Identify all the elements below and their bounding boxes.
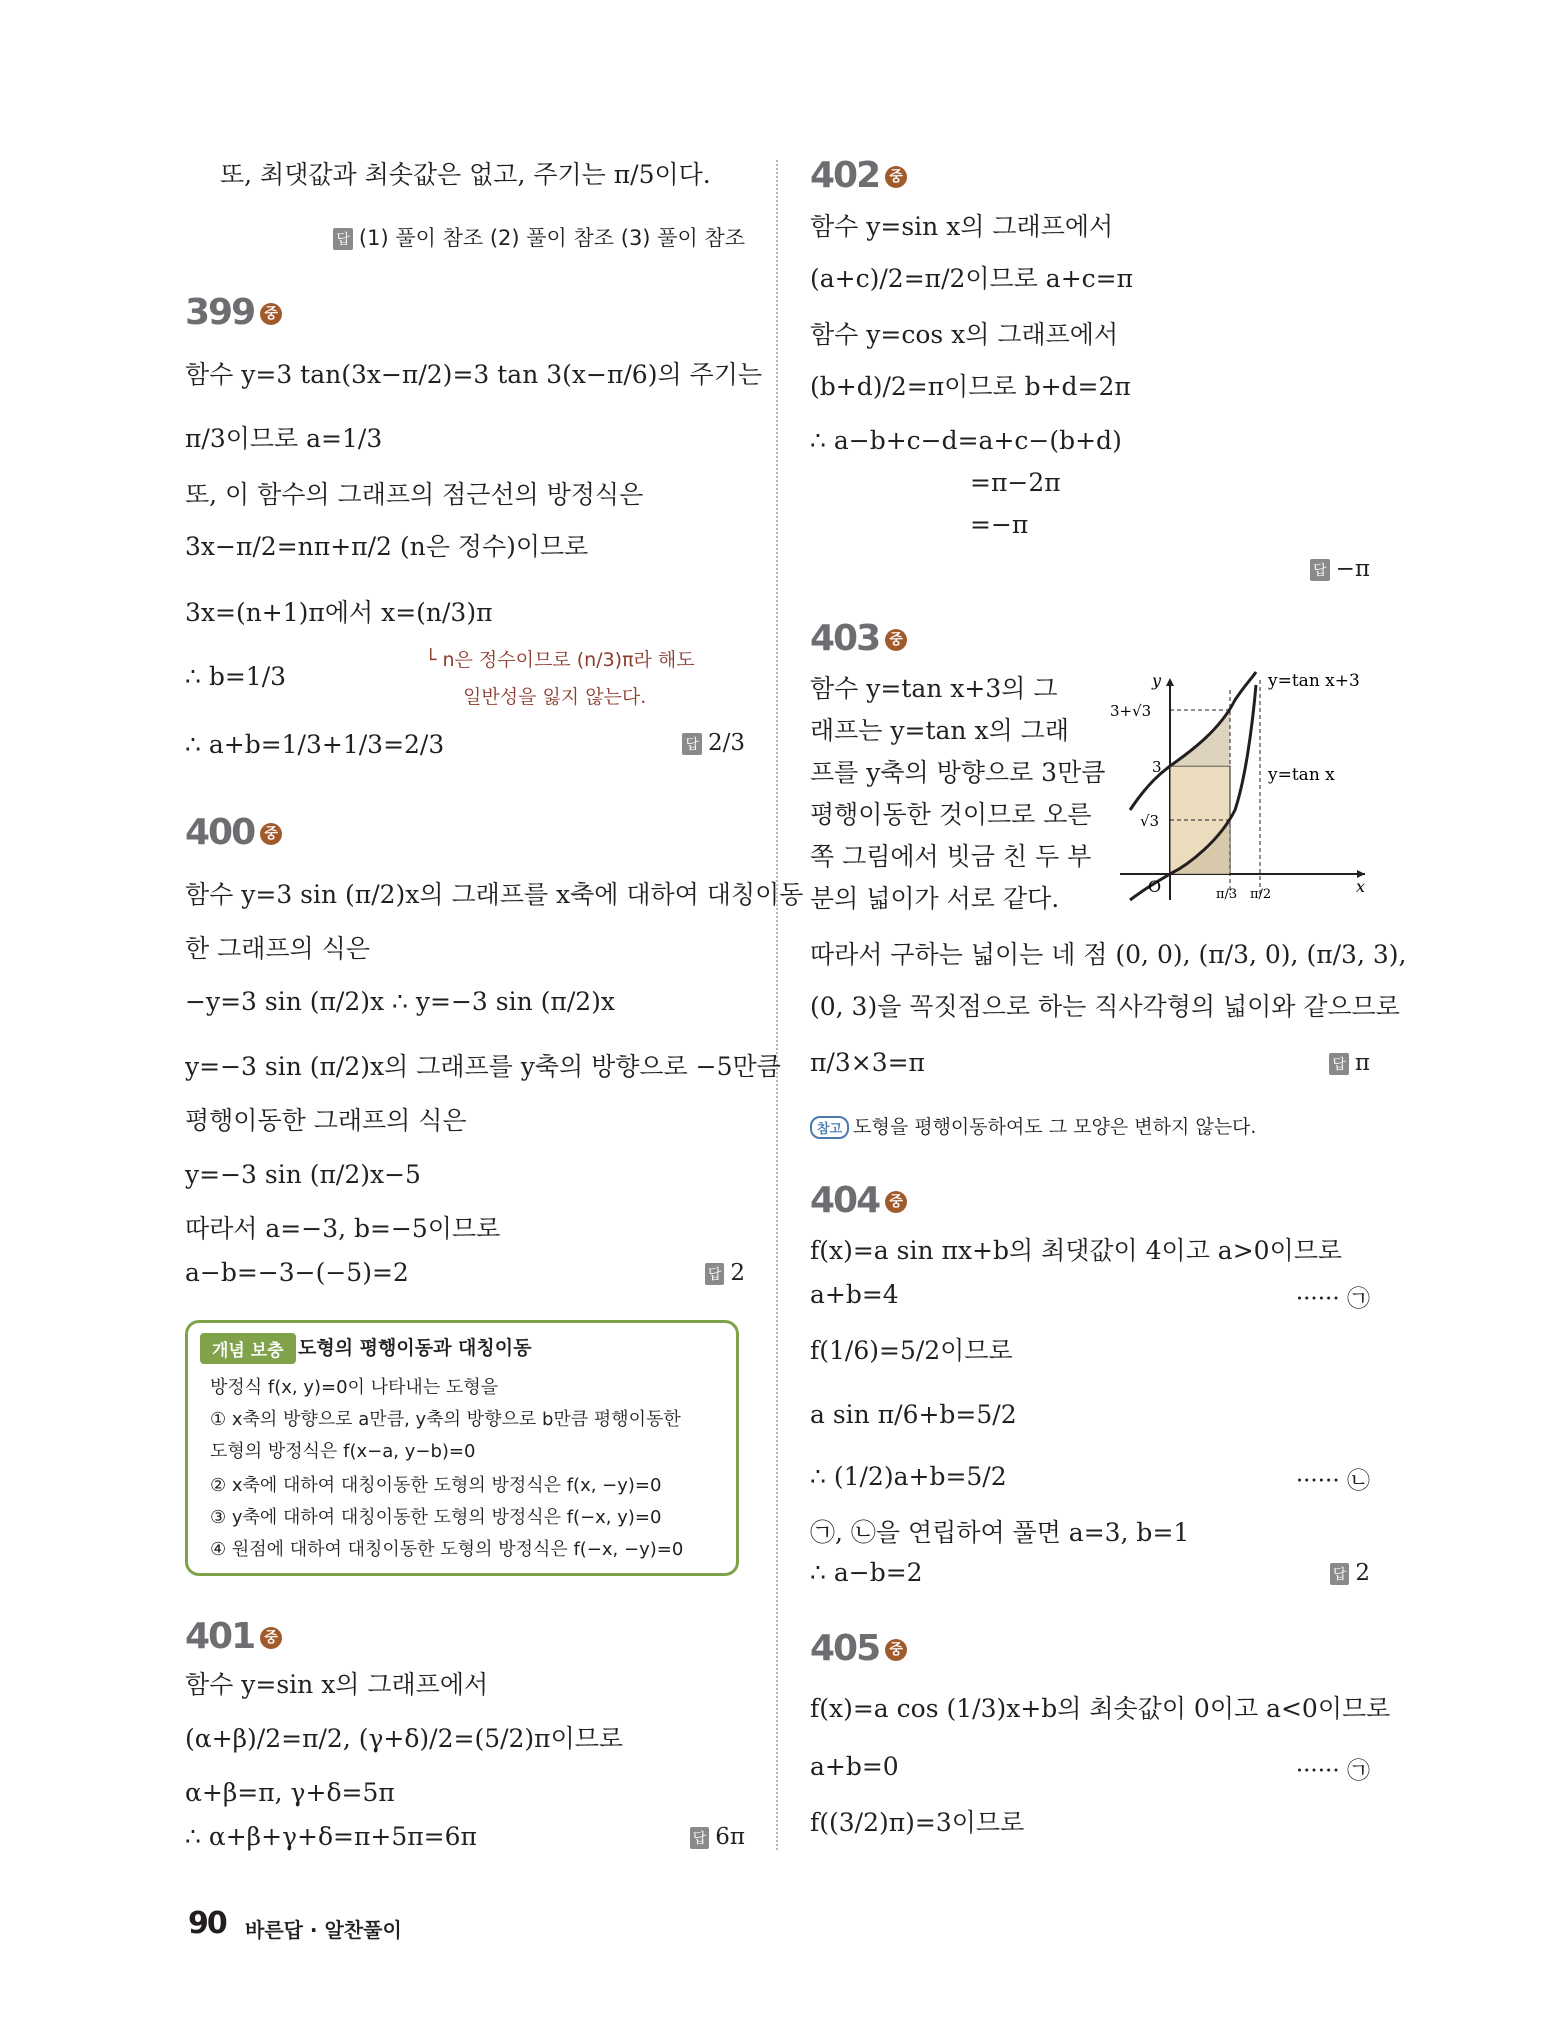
intro-answer-text: (1) 풀이 참조 (2) 풀이 참조 (3) 풀이 참조 (358, 226, 745, 250)
footer-title: 바른답 · 알찬풀이 (245, 1918, 402, 1942)
p404-mark-2: ······ ㉡ (1295, 1468, 1370, 1494)
p403-answer (1329, 1050, 1370, 1076)
problem-number-405: 405 중 (810, 1628, 907, 1669)
p403-line-5: 쪽 그림에서 빗금 친 두 부 (810, 842, 1092, 871)
p402-line-7: =−π (970, 510, 1029, 539)
p400-line-3: −y=3 sin (π/2)x ∴ y=−3 sin (π/2)x (185, 987, 616, 1016)
p403-line-6: 분의 넓이가 서로 같다. (810, 884, 1060, 913)
p404-line-7: ∴ a−b=2 (810, 1558, 923, 1587)
p400-line-1: 함수 y=3 sin (π/2)x의 그래프를 x축에 대하여 대칭이동 (185, 880, 804, 909)
p401-answer (690, 1824, 745, 1850)
level-badge: 중 (885, 1639, 907, 1661)
concept-line-5: ③ y축에 대하여 대칭이동한 도형의 방정식은 f(−x, y)=0 (210, 1507, 662, 1528)
left-column (185, 0, 804, 1900)
p401-line-2: (α+β)/2=π/2, (γ+δ)/2=(5/2)π이므로 (185, 1724, 624, 1753)
p399-line-5: 3x=(n+1)π에서 x=(n/3)π (185, 598, 493, 627)
problem-number-403: 403 중 (810, 618, 907, 659)
column-divider (776, 160, 778, 1850)
level-badge: 중 (885, 166, 907, 188)
p405-mark-1: ······ ㉠ (1295, 1758, 1370, 1784)
p404-mark-1: ······ ㉠ (1295, 1286, 1370, 1312)
p400-line-8: a−b=−3−(−5)=2 (185, 1258, 409, 1287)
tick-pi3: π/3 (1216, 887, 1238, 902)
tip-tag: 참고 (810, 1116, 849, 1139)
p402-line-2: (a+c)/2=π/2이므로 a+c=π (810, 264, 1134, 293)
p399-note-2: 일반성을 잃지 않는다. (463, 686, 647, 708)
problem-number-399: 399 중 (185, 292, 282, 333)
p402-line-1: 함수 y=sin x의 그래프에서 (810, 212, 1114, 241)
p400-line-7: 따라서 a=−3, b=−5이므로 (185, 1214, 501, 1243)
concept-title: 도형의 평행이동과 대칭이동 (298, 1337, 532, 1359)
p405-line-1: f(x)=a cos (1/3)x+b의 최솟값이 0이고 a<0이므로 (810, 1694, 1391, 1723)
p402-line-3: 함수 y=cos x의 그래프에서 (810, 320, 1119, 349)
concept-line-4: ② x축에 대하여 대칭이동한 도형의 방정식은 f(x, −y)=0 (210, 1475, 662, 1496)
label-upper: y=tan x+3 (1268, 671, 1360, 691)
p401-line-3: α+β=π, γ+δ=5π (185, 1778, 395, 1807)
p399-line-7: ∴ a+b=1/3+1/3=2/3 (185, 730, 445, 759)
concept-tag: 개념 보충 (200, 1333, 296, 1364)
p403-line-9: π/3×3=π (810, 1048, 925, 1077)
p402-line-5: ∴ a−b+c−d=a+c−(b+d) (810, 426, 1122, 455)
answer-value: π (1354, 1050, 1370, 1076)
concept-box (185, 1320, 739, 1576)
answer-value: 2/3 (707, 730, 745, 756)
p400-line-5: 평행이동한 그래프의 식은 (185, 1106, 467, 1135)
x-axis-label: x (1356, 877, 1366, 896)
p399-note-1: └ n은 정수이므로 (n/3)π라 해도 (425, 649, 695, 671)
p403-line-2: 래프는 y=tan x의 그래 (810, 716, 1069, 745)
p399-line-3: 또, 이 함수의 그래프의 점근선의 방정식은 (185, 480, 644, 509)
answer-value: 2 (1355, 1560, 1370, 1586)
origin-label: O (1148, 877, 1162, 896)
p400-answer (705, 1260, 745, 1286)
tick-sqrt3: √3 (1140, 812, 1160, 830)
level-badge: 중 (260, 823, 282, 845)
tip-text: 도형을 평행이동하여도 그 모양은 변하지 않는다. (853, 1116, 1257, 1138)
p403-line-1: 함수 y=tan x+3의 그 (810, 674, 1058, 703)
answer-tag: 답 (333, 228, 353, 250)
y-axis-arrow-icon (1166, 678, 1174, 686)
problem-number-400: 400 중 (185, 812, 282, 853)
answer-tag: 답 (1330, 1563, 1350, 1585)
concept-line-6: ④ 원점에 대하여 대칭이동한 도형의 방정식은 f(−x, −y)=0 (210, 1539, 684, 1560)
p400-line-2: 한 그래프의 식은 (185, 934, 370, 963)
p405-line-3: f((3/2)π)=3이므로 (810, 1808, 1025, 1837)
p403-line-4: 평행이동한 것이므로 오른 (810, 800, 1092, 829)
tangent-graph (1110, 670, 1370, 910)
p403-tip (810, 1112, 1256, 1139)
p402-answer (1310, 556, 1370, 582)
answer-value: −π (1335, 556, 1370, 582)
label-lower: y=tan x (1268, 765, 1335, 785)
answer-tag: 답 (690, 1827, 710, 1849)
p401-line-1: 함수 y=sin x의 그래프에서 (185, 1670, 489, 1699)
problem-number-404: 404 중 (810, 1180, 907, 1221)
answer-tag: 답 (1310, 559, 1330, 581)
level-badge: 중 (885, 1191, 907, 1213)
concept-line-2: ① x축의 방향으로 a만큼, y축의 방향으로 b만큼 평행이동한 (210, 1409, 681, 1430)
p404-answer (1330, 1560, 1370, 1586)
right-column (810, 0, 1407, 1900)
p399-line-1: 함수 y=3 tan(3x−π/2)=3 tan 3(x−π/6)의 주기는 (185, 360, 763, 389)
level-badge: 중 (885, 629, 907, 651)
problem-number-401: 401 중 (185, 1616, 282, 1657)
p404-line-4: a sin π/6+b=5/2 (810, 1400, 1017, 1429)
tick-3-sqrt3: 3+√3 (1110, 702, 1152, 720)
p404-line-5: ∴ (1/2)a+b=5/2 (810, 1462, 1007, 1491)
concept-line-1: 방정식 f(x, y)=0이 나타내는 도형을 (210, 1377, 499, 1398)
tick-pi2: π/2 (1250, 887, 1272, 902)
p400-line-4: y=−3 sin (π/2)x의 그래프를 y축의 방향으로 −5만큼 (185, 1052, 781, 1081)
hatched-region-upper (1170, 710, 1230, 766)
level-badge: 중 (260, 303, 282, 325)
p402-line-4: (b+d)/2=π이므로 b+d=2π (810, 372, 1131, 401)
problem-number-402: 402 중 (810, 155, 907, 196)
y-axis-label: y (1152, 671, 1162, 690)
p399-line-2: π/3이므로 a=1/3 (185, 424, 383, 453)
p401-line-4: ∴ α+β+γ+δ=π+5π=6π (185, 1822, 477, 1851)
p403-line-8: (0, 3)을 꼭짓점으로 하는 직사각형의 넓이와 같으므로 (810, 992, 1400, 1021)
intro-line: 또, 최댓값과 최솟값은 없고, 주기는 π/5이다. (220, 160, 711, 189)
p404-line-3: f(1/6)=5/2이므로 (810, 1336, 1013, 1365)
level-badge: 중 (260, 1627, 282, 1649)
tick-3: 3 (1152, 758, 1162, 776)
page-number: 90 (188, 1906, 226, 1941)
answer-tag: 답 (705, 1263, 725, 1285)
p402-line-6: =π−2π (970, 468, 1061, 497)
concept-line-3: 도형의 방정식은 f(x−a, y−b)=0 (210, 1441, 476, 1462)
answer-tag: 답 (1329, 1053, 1349, 1075)
p400-line-6: y=−3 sin (π/2)x−5 (185, 1160, 421, 1189)
p404-line-1: f(x)=a sin πx+b의 최댓값이 4이고 a>0이므로 (810, 1236, 1343, 1265)
p404-line-2: a+b=4 (810, 1280, 899, 1309)
p399-line-4: 3x−π/2=nπ+π/2 (n은 정수)이므로 (185, 532, 589, 561)
answer-value: 6π (715, 1824, 745, 1850)
intro-answer (333, 222, 745, 252)
p404-line-6: ㉠, ㉡을 연립하여 풀면 a=3, b=1 (810, 1518, 1190, 1547)
answer-value: 2 (730, 1260, 745, 1286)
p403-line-7: 따라서 구하는 넓이는 네 점 (0, 0), (π/3, 0), (π/3, 3), (810, 940, 1407, 969)
p405-line-2: a+b=0 (810, 1752, 899, 1781)
p403-line-3: 프를 y축의 방향으로 3만큼 (810, 758, 1106, 787)
answer-tag: 답 (682, 733, 702, 755)
p399-answer (682, 730, 745, 756)
p399-line-6: ∴ b=1/3 (185, 662, 287, 691)
